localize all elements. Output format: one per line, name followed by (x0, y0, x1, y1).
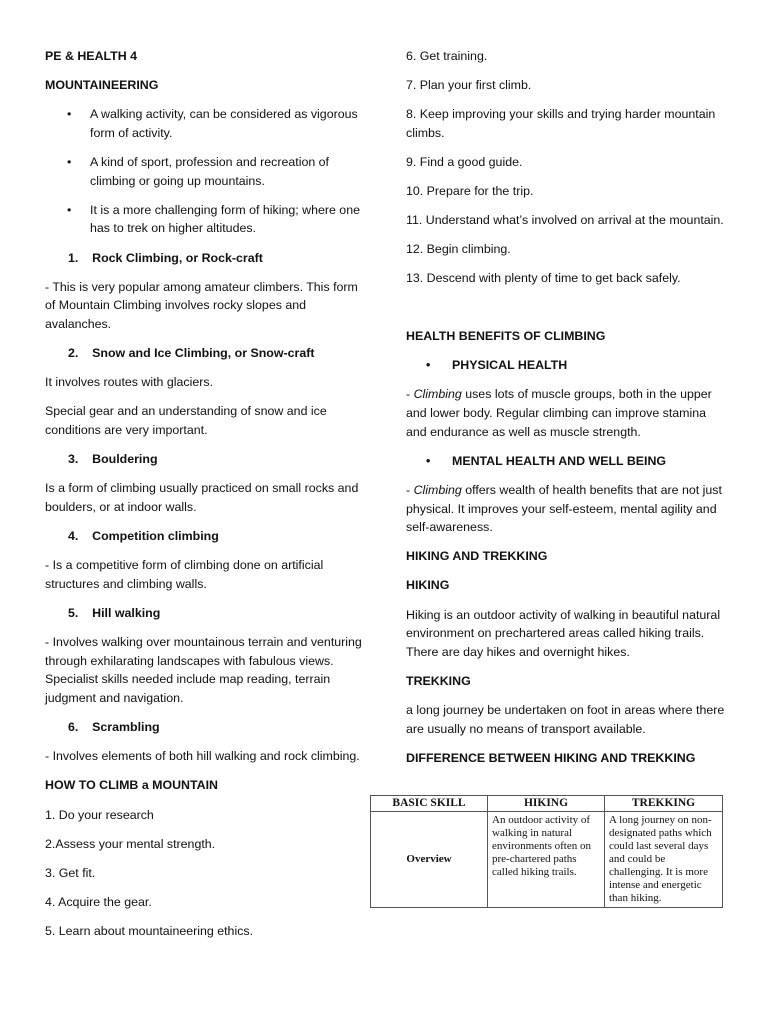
left-column (45, 47, 365, 951)
mental-health-heading: • MENTAL HEALTH AND WELL BEING (406, 452, 726, 471)
type-heading-3: 3. Bouldering (68, 452, 158, 467)
climb-step: 13. Descend with plenty of time to get back safely. (406, 271, 681, 286)
physical-health-text: - Climbing uses lots of muscle groups, both in the upper and lower body. Regular climbing can improve stamina and endurance as well as muscle strength. (406, 387, 712, 439)
climb-step: 8. Keep improving your skills and trying harder mountain climbs. (406, 107, 716, 140)
table-header: TREKKING (605, 796, 723, 812)
type-desc: - This is very popular among amateur climbers. This form of Mountain Climbing involves rocky slopes and avalanches. (45, 279, 358, 332)
physical-health-heading: • PHYSICAL HEALTH (406, 356, 726, 375)
bullet-item: • It is a more challenging form of hiking; where one has to trek on higher altitudes. (67, 202, 360, 236)
climb-step: 6. Get training. (406, 49, 488, 63)
type-heading-4: 4. Competition climbing (68, 529, 219, 544)
type-desc: Is a form of climbing usually practiced on small rocks and boulders, or at indoor walls. (45, 481, 359, 514)
type-desc: It involves routes with glaciers. (45, 375, 214, 390)
comparison-table (370, 795, 723, 908)
bullet-item: • A kind of sport, profession and recreation of climbing or going up mountains. (67, 154, 330, 188)
climb-step: 4. Acquire the gear. (45, 894, 152, 909)
bullet-glyph: • (67, 202, 72, 217)
table-header: HIKING (488, 796, 605, 812)
course-title: PE & HEALTH 4 (45, 49, 138, 63)
bullet-glyph: • (426, 358, 431, 373)
type-desc: - Involves walking over mountainous terrain and venturing through exhilarating landscapes with fabulous views. Specialist skills needed include map reading, terrain judgment and navigation. (45, 635, 362, 706)
hiking-text: Hiking is an outdoor activity of walking in beautiful natural environment on prechartered areas called hiking trails. There are day hikes and overnight hikes. (406, 607, 721, 659)
climb-step: 2.Assess your mental strength. (45, 836, 216, 851)
mountaineering-bullets (45, 105, 365, 238)
health-benefits-heading: HEALTH BENEFITS OF CLIMBING (406, 329, 606, 344)
row-label: Overview (371, 812, 488, 908)
how-to-climb-heading: HOW TO CLIMB a MOUNTAIN (45, 778, 218, 793)
bullet-glyph: • (67, 107, 72, 122)
climb-step: 12. Begin climbing. (406, 242, 511, 257)
climb-step: 9. Find a good guide. (406, 154, 523, 169)
climb-step: 5. Learn about mountaineering ethics. (45, 923, 254, 938)
climb-step: 7. Plan your first climb. (406, 78, 532, 93)
table-row (371, 812, 723, 908)
trekking-heading: TREKKING (406, 674, 471, 689)
climb-step: 1. Do your research (45, 807, 154, 822)
topic-heading: MOUNTAINEERING (45, 78, 159, 93)
climb-step: 11. Understand what’s involved on arrival at the mountain. (406, 213, 724, 228)
type-desc: - Is a competitive form of climbing done on artificial structures and climbing walls. (45, 558, 324, 591)
climb-step: 3. Get fit. (45, 865, 96, 880)
table-cell: A long journey on non-designated paths which could last several days and could be challenging. It is more intense and energetic than hiking. (605, 812, 723, 908)
type-heading-2: 2. Snow and Ice Climbing, or Snow-craft (68, 346, 315, 361)
table-cell: An outdoor activity of walking in natural environments often on pre-chartered paths called hiking trails. (488, 812, 605, 908)
type-heading-6: 6. Scrambling (68, 720, 160, 735)
type-desc: - Involves elements of both hill walking and rock climbing. (45, 749, 360, 764)
bullet-glyph: • (426, 453, 431, 468)
table-header: BASIC SKILL (371, 796, 488, 812)
mental-health-text: - Climbing offers wealth of health benefits that are not just physical. It improves your self-esteem, mental agility and self-awareness. (406, 482, 722, 535)
right-column (406, 47, 726, 778)
type-heading-5: 5. Hill walking (68, 605, 161, 620)
bullet-glyph: • (67, 154, 72, 169)
bullet-item: • A walking activity, can be considered as vigorous form of activity. (67, 107, 358, 140)
hiking-trekking-heading: HIKING AND TREKKING (406, 549, 548, 564)
trekking-text: a long journey be undertaken on foot in areas where there are usually no means of transport available. (406, 703, 725, 736)
table-header-row (371, 796, 723, 812)
type-heading-1: 1. Rock Climbing, or Rock-craft (68, 250, 263, 265)
type-desc: Special gear and an understanding of snow and ice conditions are very important. (45, 404, 327, 438)
hiking-heading: HIKING (406, 578, 450, 593)
climb-step: 10. Prepare for the trip. (406, 184, 534, 199)
difference-heading: DIFFERENCE BETWEEN HIKING AND TREKKING (406, 750, 696, 765)
